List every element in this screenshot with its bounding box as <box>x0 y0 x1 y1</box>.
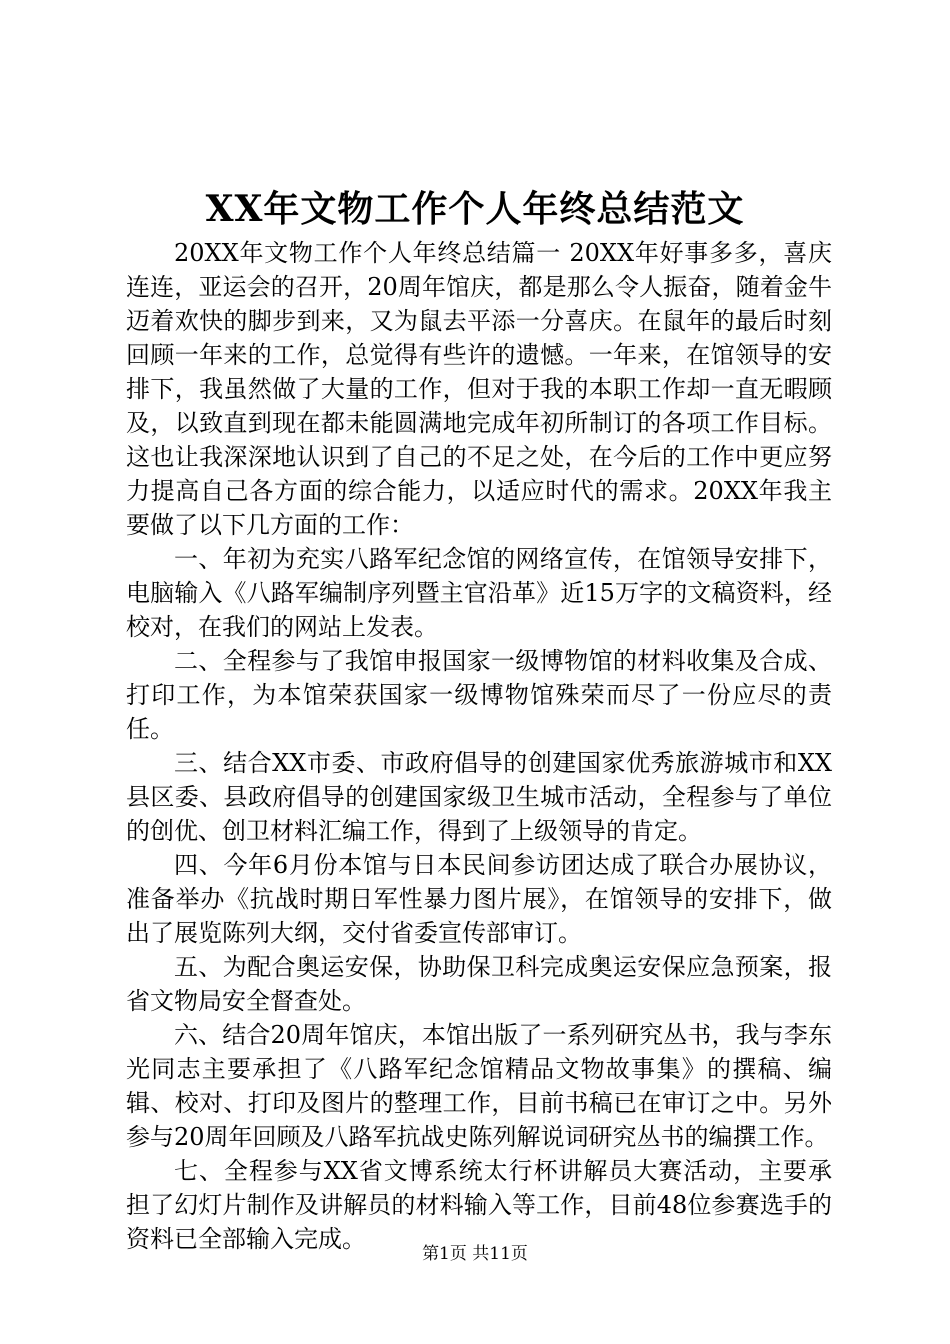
document-body <box>126 236 832 1256</box>
paragraph-intro: 20XX年文物工作个人年终总结篇一 20XX年好事多多，喜庆连连，亚运会的召开，20周年馆庆，都是那么令人振奋，随着金牛迈着欢快的脚步到来，又为鼠去平添一分喜庆。在鼠年的最后时刻回顾一年来的工作，总觉得有些许的遗憾。一年来，在馆领导的安排下，我虽然做了大量的工作，但对于我的本职工作却一直无暇顾及，以致直到现在都未能圆满地完成年初所制订的各项工作目标。这也让我深深地认识到了自己的不足之处，在今后的工作中更应努力提高自己各方面的综合能力，以适应时代的需求。20XX年我主要做了以下几方面的工作： <box>126 239 832 539</box>
paragraph-item-1: 一、年初为充实八路军纪念馆的网络宣传，在馆领导安排下，电脑输入《八路军编制序列暨主官沿革》近15万字的文稿资料，经校对，在我们的网站上发表。 <box>126 545 832 641</box>
paragraph-item-6: 六、结合20周年馆庆，本馆出版了一系列研究丛书，我与李东光同志主要承担了《八路军纪念馆精品文物故事集》的撰稿、编辑、校对、打印及图片的整理工作，目前书稿已在审订之中。另外参与20周年回顾及八路军抗战史陈列解说词研究丛书的编撰工作。 <box>126 1021 832 1151</box>
paragraph-item-4: 四、今年6月份本馆与日本民间参访团达成了联合办展协议，准备举办《抗战时期日军性暴力图片展》，在馆领导的安排下，做出了展览陈列大纲，交付省委宣传部审订。 <box>126 851 832 947</box>
page-footer: 第1页 共11页 <box>422 1244 528 1264</box>
document-title: XX年文物工作个人年终总结范文 <box>205 188 745 230</box>
paragraph-item-2: 二、全程参与了我馆申报国家一级博物馆的材料收集及合成、打印工作，为本馆荣获国家一级博物馆殊荣而尽了一份应尽的责任。 <box>126 647 832 743</box>
paragraph-item-5: 五、为配合奥运安保，协助保卫科完成奥运安保应急预案，报省文物局安全督查处。 <box>126 953 832 1015</box>
paragraph-item-3: 三、结合XX市委、市政府倡导的创建国家优秀旅游城市和XX县区委、县政府倡导的创建国家级卫生城市活动，全程参与了单位的创优、创卫材料汇编工作，得到了上级领导的肯定。 <box>126 749 832 845</box>
paragraph-item-7: 七、全程参与XX省文博系统太行杯讲解员大赛活动，主要承担了幻灯片制作及讲解员的材料输入等工作，目前48位参赛选手的资料已全部输入完成。 <box>126 1157 832 1253</box>
